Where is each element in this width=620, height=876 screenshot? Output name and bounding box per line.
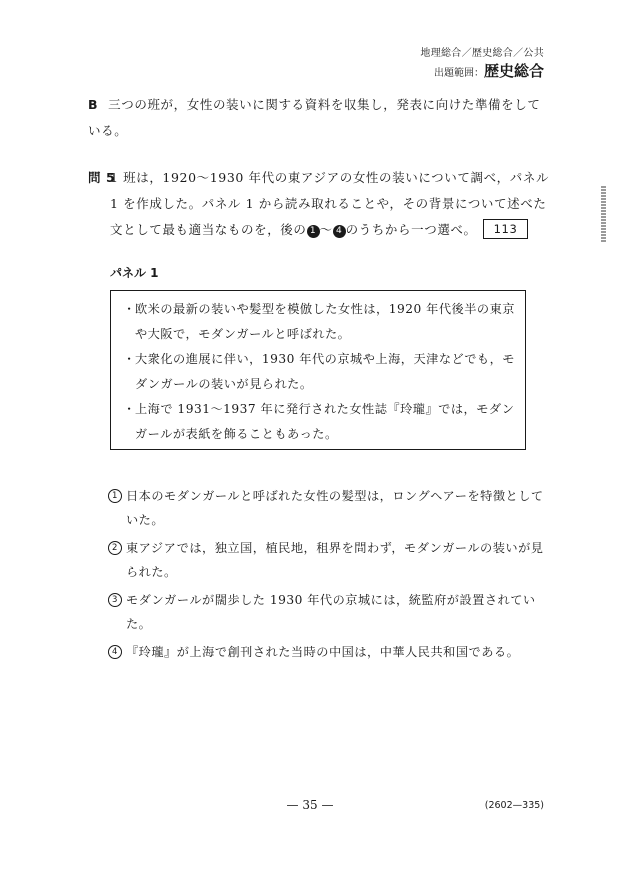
choice-range-separator: ～ <box>319 222 333 237</box>
answer-choices <box>108 484 548 668</box>
panel-item <box>123 347 515 397</box>
question-number: 問 5 <box>88 170 116 185</box>
document-code: (2602—335) <box>484 800 544 811</box>
page-number: — 35 — <box>286 798 334 812</box>
panel-item-text: 欧米の最新の装いや髪型を模倣した女性は，1920 年代後半の東京や大阪で，モダンガールと呼ばれた。 <box>135 302 515 341</box>
question-5 <box>88 165 550 243</box>
panel-label: パネル 1 <box>110 266 159 280</box>
panel-item-text: 上海で 1931～1937 年に発行された女性誌『玲瓏』では，モダンガールが表紙を飾ることもあった。 <box>135 402 515 441</box>
answer-choice[interactable] <box>108 536 548 584</box>
choice-text: 日本のモダンガールと呼ばれた女性の髪型は，ロングヘアーを特徴としていた。 <box>126 489 544 527</box>
choice-text: 東アジアでは，独立国，植民地，租界を問わず，モダンガールの装いが見られた。 <box>126 541 544 579</box>
panel-item-text: 大衆化の進展に伴い，1930 年代の京城や上海，天津などでも，モダンガールの装いが見られた。 <box>135 352 515 391</box>
answer-choice[interactable] <box>108 484 548 532</box>
panel-box <box>110 290 526 450</box>
choice-number: 2 <box>108 541 122 555</box>
panel-item <box>123 297 515 347</box>
section-b-mark: B <box>88 97 99 112</box>
choice-text: モダンガールが闊歩した 1930 年代の京城には，統監府が設置されていた。 <box>126 593 536 631</box>
question-text-end: のうちから一つ選べ。 <box>345 222 477 237</box>
choice-range-end: 4 <box>333 225 346 238</box>
answer-choice[interactable] <box>108 588 548 636</box>
bullet-icon: ・ <box>123 402 136 416</box>
choice-number: 3 <box>108 593 122 607</box>
choice-range-start: 1 <box>307 225 320 238</box>
panel-item <box>123 397 515 447</box>
exam-range-value: 歴史総合 <box>483 62 544 80</box>
exam-range <box>434 60 544 81</box>
header-subjects: 地理総合／歴史総合／公共 <box>420 48 544 59</box>
scan-margin-mark <box>601 186 606 244</box>
question-text-main: 1 班は，1920～1930 年代の東アジアの女性の装いについて調べ，パネル 1 を作成した。パネル 1 から読み取れることや，その背景について述べた文として最も適当なものを，後の <box>110 170 550 237</box>
answer-number-box: 113 <box>483 219 529 239</box>
bullet-icon: ・ <box>123 352 136 366</box>
bullet-icon: ・ <box>123 302 136 316</box>
choice-number: 1 <box>108 489 122 503</box>
question-text <box>110 165 550 243</box>
choice-number: 4 <box>108 645 122 659</box>
choice-text: 『玲瓏』が上海で創刊された当時の中国は，中華人民共和国である。 <box>126 645 520 659</box>
answer-choice[interactable] <box>108 640 548 664</box>
exam-range-label: 出題範囲： <box>433 68 484 79</box>
section-b-text: 三つの班が，女性の装いに関する資料を収集し，発表に向けた準備をしている。 <box>88 97 541 138</box>
section-b <box>88 92 548 144</box>
